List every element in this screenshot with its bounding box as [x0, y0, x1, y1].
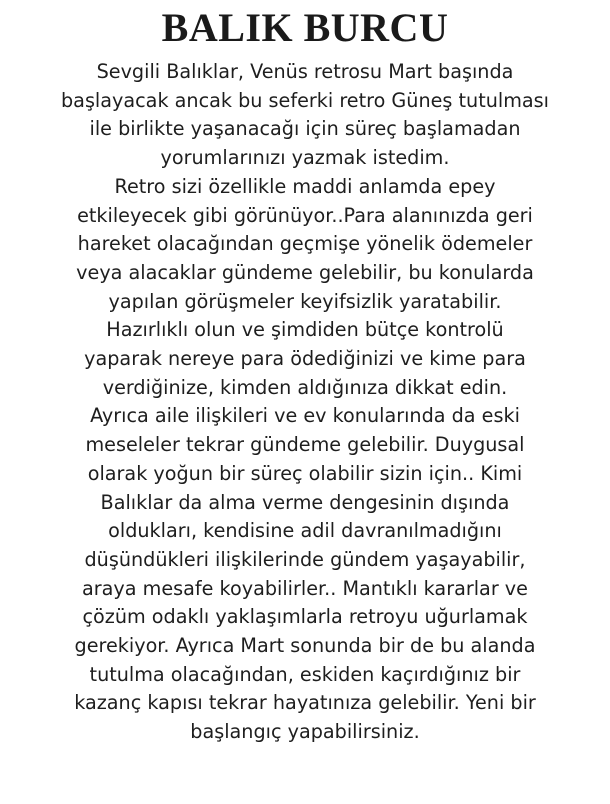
body-line: başlangıç yapabilirsiniz. [190, 720, 420, 744]
body-line: meseleler tekrar gündeme gelebilir. Duygusal [85, 433, 525, 457]
body-line: Hazırlıklı olun ve şimdiden bütçe kontrolü [106, 318, 504, 342]
body-line: Balıklar da alma verme dengesinin dışında [100, 490, 510, 514]
body-line: kazanç kapısı tekrar hayatınıza gelebilir. Yeni bir [74, 691, 536, 715]
body-line: yapılan görüşmeler keyifsizlik yaratabilir. [108, 289, 502, 313]
body-line: ile birlikte yaşanacağı için süreç başlamadan [89, 117, 521, 141]
body-line: çözüm odaklı yaklaşımlarla retroyu uğurlamak [82, 605, 528, 629]
body-line: yaparak nereye para ödediğinizi ve kime para [84, 347, 526, 371]
horoscope-body [6, 58, 604, 747]
body-line: veya alacaklar gündeme gelebilir, bu konularda [76, 260, 534, 284]
body-line: Ayrıca aile ilişkileri ve ev konularında da eski [90, 404, 520, 428]
body-line: Sevgili Balıklar, Venüs retrosu Mart başında [96, 60, 514, 83]
body-line: düşündükleri ilişkilerinde gündem yaşayabilir, [84, 547, 526, 571]
body-line: yorumlarınızı yazmak istedim. [160, 146, 450, 170]
body-line: araya mesafe koyabilirler.. Mantıklı kararlar ve [82, 576, 528, 600]
body-line: etkileyecek gibi görünüyor..Para alanınızda geri [77, 203, 533, 227]
body-line: verdiğinize, kimden aldığınıza dikkat edin. [102, 375, 508, 399]
body-line: tutulma olacağından, eskiden kaçırdığınız bir [89, 662, 521, 686]
body-line: Retro sizi özellikle maddi anlamda epey [114, 174, 496, 198]
page-title: BALIK BURCU [161, 5, 449, 50]
body-line: oldukları, kendisine adil davranılmadığını [108, 519, 502, 543]
body-line: gerekiyor. Ayrıca Mart sonunda bir de bu alanda [74, 634, 536, 658]
body-line: olarak yoğun bir süreç olabilir sizin için.. Kimi [87, 461, 523, 485]
body-line: hareket olacağından geçmişe yönelik ödemeler [77, 232, 533, 256]
body-line: başlayacak ancak bu seferki retro Güneş tutulması [61, 88, 549, 112]
